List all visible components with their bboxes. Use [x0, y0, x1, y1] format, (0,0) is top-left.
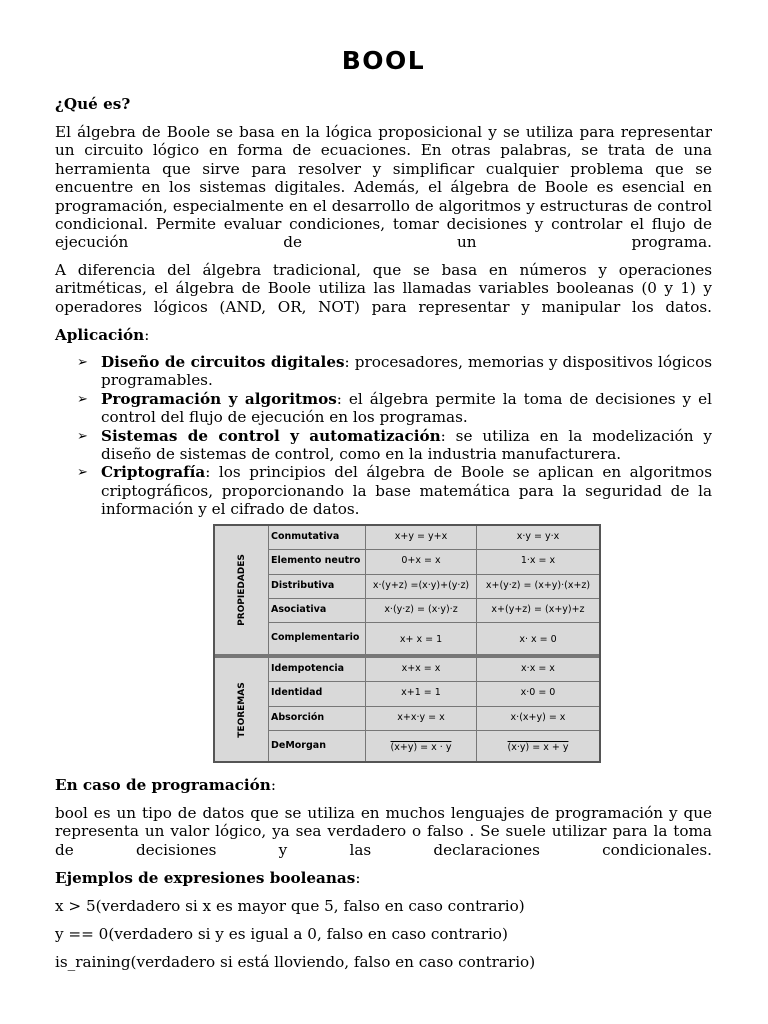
- list-item-term: Sistemas de control y automatización: [101, 426, 441, 445]
- list-item: [55, 427, 712, 464]
- table-cell-name: Complementario: [268, 623, 366, 654]
- example-expression: x > 5(verdadero si x es mayor que 5, falso en caso contrario): [55, 897, 525, 915]
- heading-applications-colon: :: [144, 326, 150, 344]
- table-cell-and: x·(x+y) = x: [510, 712, 566, 723]
- list-item-term: Programación y algoritmos: [101, 389, 337, 408]
- table-row: [268, 707, 599, 731]
- list-item: [55, 353, 712, 390]
- paragraph-bool-type: bool es un tipo de datos que se utiliza en muchos lenguajes de programación y que representa un valor lógico, ya sea verdadero o falso . Se suele utilizar para la toma de decisiones y las declaraciones condicionales.: [55, 804, 712, 859]
- applications-list: [55, 353, 712, 519]
- list-item: [55, 463, 712, 518]
- arrow-bullet-icon: ➢: [77, 355, 88, 370]
- paragraph-difference: A diferencia del álgebra tradicional, que se basa en números y operaciones aritméticas, el álgebra de Boole utiliza las llamadas variables booleanas (0 y 1) y operadores lógicos (AND, OR, NOT) para representar y manipular los datos.: [55, 261, 712, 316]
- arrow-bullet-icon: ➢: [77, 465, 88, 481]
- boolean-properties-table: [213, 524, 601, 763]
- list-item-text: : procesadores, memorias y dispositivos lógicos programables.: [101, 353, 713, 390]
- theorems-rows: [268, 658, 599, 761]
- list-item: [55, 390, 712, 427]
- table-cell-or: x·(y·z) = (x·y)·z: [366, 599, 477, 622]
- table-cell-or: x+y = y+x: [366, 526, 477, 549]
- heading-applications: [55, 326, 149, 344]
- heading-programming-text: En caso de programación: [55, 776, 271, 794]
- table-cell-name: DeMorgan: [268, 731, 366, 761]
- table-cell-name: Conmutativa: [268, 526, 366, 549]
- list-item-text: : los principios del álgebra de Boole se aplican en algoritmos criptográficos, proporcionando la base matemática para la seguridad de la información y el cifrado de datos.: [101, 463, 712, 519]
- table-cell-name: Identidad: [268, 682, 366, 706]
- table-cell-or: 0+x = x: [366, 550, 477, 574]
- table-row: [268, 550, 599, 575]
- arrow-bullet-icon: ➢: [77, 391, 88, 407]
- list-item-term: Diseño de circuitos digitales: [101, 353, 345, 371]
- example-expression: y == 0(verdadero si y es igual a 0, falso en caso contrario): [55, 925, 508, 943]
- table-cell-or: x·(y+z) =(x·y)+(y·z): [366, 575, 477, 598]
- table-cell-or: x+ x = 1: [366, 623, 477, 654]
- table-cell-and: x·x = x: [521, 663, 555, 674]
- table-cell-name: Absorción: [268, 707, 366, 730]
- group-label-theorems-text: TEOREMAS: [236, 681, 247, 738]
- heading-examples-text: Ejemplos de expresiones booleanas: [55, 869, 356, 887]
- heading-programming: [55, 776, 276, 794]
- heading-applications-text: Aplicación: [55, 326, 145, 344]
- group-label-properties: [215, 526, 269, 654]
- table-cell-and: x+(y+z) = (x+y)+z: [491, 604, 585, 615]
- table-cell-name: Idempotencia: [268, 658, 366, 681]
- table-cell-or: x+x·y = x: [366, 707, 477, 730]
- table-row: [268, 575, 599, 599]
- table-row: [268, 599, 599, 623]
- page-title: BOOL: [341, 46, 426, 75]
- heading-programming-colon: :: [270, 776, 276, 794]
- heading-examples: [55, 869, 360, 887]
- group-label-theorems: [215, 658, 269, 761]
- list-item-text: : se utiliza en la modelización y diseño de sistemas de control, como en la industria manufacturera.: [101, 426, 712, 464]
- table-row: [268, 623, 599, 654]
- heading-examples-colon: :: [355, 869, 361, 887]
- heading-what-is: ¿Qué es?: [55, 95, 131, 113]
- table-row: [268, 658, 599, 682]
- table-cell-and: x+(y·z) = (x+y)·(x+z): [485, 580, 591, 591]
- table-cell-name: Asociativa: [268, 599, 366, 622]
- table-cell-or: (x+y) = x · y: [366, 731, 477, 761]
- table-cell-and: (x·y) = x + y: [507, 742, 569, 753]
- table-row: [268, 526, 599, 550]
- table-cell-name: Elemento neutro: [268, 550, 366, 574]
- table-cell-and: x·0 = 0: [520, 687, 556, 698]
- table-cell-and: x· x = 0: [519, 634, 557, 645]
- table-cell-and: 1·x = x: [520, 555, 556, 566]
- group-label-properties-text: PROPIEDADES: [236, 554, 247, 626]
- list-item-term: Criptografía: [101, 463, 206, 482]
- table-row: [268, 731, 599, 761]
- table-row: [268, 682, 599, 707]
- properties-rows: [268, 526, 599, 654]
- example-expression: is_raining(verdadero si está lloviendo, falso en caso contrario): [55, 953, 536, 971]
- paragraph-definition: El álgebra de Boole se basa en la lógica proposicional y se utiliza para representar un circuito lógico en forma de ecuaciones. En otras palabras, se trata de una herramienta que sirve para resolver y simplificar cualquier problema que se encuentre en los sistemas digitales. Además, el álgebra de Boole es esencial en programación, especialmente en el desarrollo de algoritmos y estructuras de control condicional. Permite evaluar condiciones, tomar decisiones y controlar el flujo de ejecución de un programa.: [55, 123, 712, 252]
- arrow-bullet-icon: ➢: [77, 428, 88, 444]
- table-cell-name: Distributiva: [268, 575, 366, 598]
- list-item-text: : el álgebra permite la toma de decisiones y el control del flujo de ejecución en los programas.: [101, 389, 712, 427]
- table-cell-or: x+x = x: [366, 658, 477, 681]
- table-cell-and: x·y = y·x: [516, 531, 560, 542]
- table-cell-or: x+1 = 1: [366, 682, 477, 706]
